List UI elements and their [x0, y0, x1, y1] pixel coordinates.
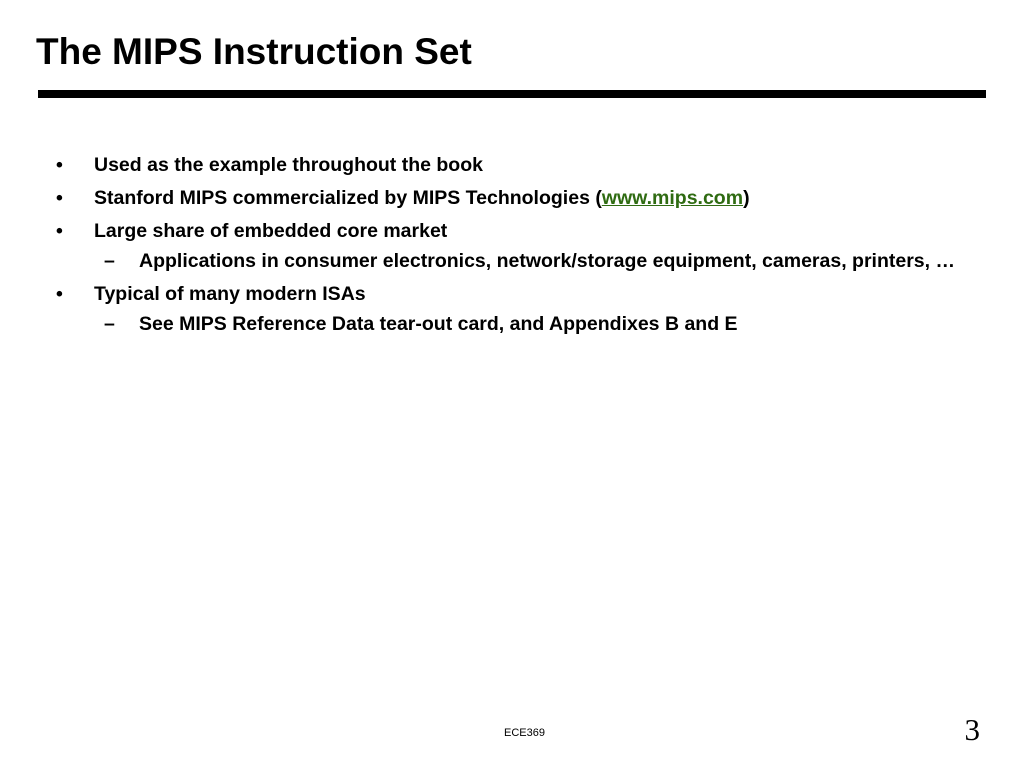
sub-bullet-item-2: [56, 311, 956, 338]
sub-bullet-marker: –: [104, 313, 115, 335]
bullet-text: Used as the example throughout the book: [94, 154, 483, 176]
sub-bullet-marker: –: [104, 250, 115, 272]
bullet-marker: •: [56, 187, 63, 209]
bullet-marker: •: [56, 154, 63, 176]
title-divider: [38, 90, 986, 98]
bullet-item-1: [56, 152, 956, 179]
bullet-item-3: [56, 218, 956, 245]
bullet-text-after: ): [743, 187, 750, 209]
sub-bullet-text: Applications in consumer electronics, network/storage equipment, cameras, printers, …: [139, 250, 955, 272]
sub-bullet-text: See MIPS Reference Data tear-out card, and Appendixes B and E: [139, 313, 738, 335]
bullet-text-before: Stanford MIPS commercialized by MIPS Technologies (: [94, 187, 602, 209]
bullet-text: Typical of many modern ISAs: [94, 283, 366, 305]
bullet-marker: •: [56, 220, 63, 242]
bullet-text: Large share of embedded core market: [94, 220, 448, 242]
bullet-item-4: [56, 281, 956, 308]
bullet-marker: •: [56, 283, 63, 305]
bullet-item-2: [56, 185, 956, 212]
sub-bullet-item-1: [56, 248, 956, 275]
footer-course-label: ECE369: [504, 727, 545, 739]
page-number: 3: [964, 712, 980, 747]
mips-website-link[interactable]: www.mips.com: [601, 187, 744, 209]
bullet-list: [56, 152, 956, 344]
slide-title: The MIPS Instruction Set: [36, 31, 472, 72]
